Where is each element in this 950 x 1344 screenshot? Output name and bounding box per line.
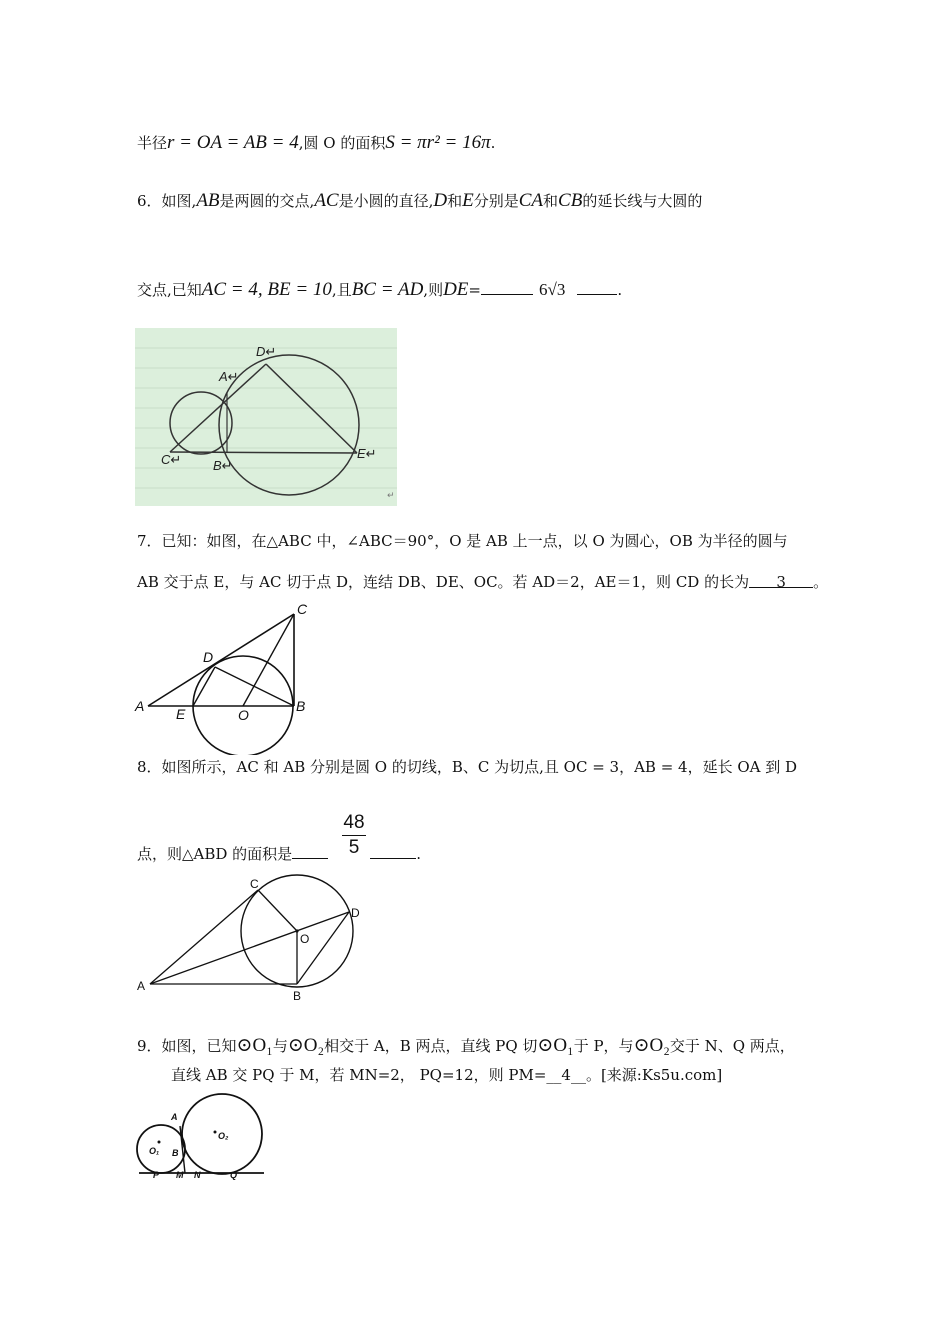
q6-cb: CB [558,190,583,211]
q9-center-o1 [158,1141,161,1144]
q6-line1 [137,190,702,212]
q6-text3: 和 [447,192,463,210]
q8-label-a: A [137,979,146,993]
q7-label-o: O [238,707,249,723]
q6-label-e: E↵ [357,446,377,461]
q9-circle-o1: ⊙O₁ [236,1035,273,1056]
q8-text1: 8．如图所示，AC 和 AB 分别是圆 O 的切线，B、C 为切点,且 OC = 3，AB = 4，延长 OA 到 D [137,758,798,776]
q6-end: . [617,281,623,299]
q6-text9: ,则 [423,281,444,299]
q8-line-oc [258,890,297,931]
q8-blank-left [292,842,328,859]
q9-label-n: N [194,1170,201,1180]
q8-fraction-bar [342,835,366,836]
q6-figure [135,328,397,506]
q6-text5: 和 [543,192,559,210]
q6-ca: CA [518,190,544,211]
q5-mid-text: ,圆 O 的面积 [298,134,386,152]
q6-text7: 交点,已知 [137,281,202,299]
q7-label-b: B [296,698,306,714]
q8-answer-numerator: 48 [343,812,365,833]
q6-text1: 是两圆的交点, [219,192,315,210]
q8-end: . [416,845,421,863]
q6-d: D [433,190,448,211]
q8-center-dot [295,929,298,932]
q6-label-d: D↵ [256,344,277,359]
q9-line1 [137,1035,795,1057]
q8-text2: 点，则△ABD 的面积是 [137,845,293,863]
q5-end: . [490,134,496,152]
q7-label-d: D [203,649,214,665]
q6-de: DE [443,279,469,300]
q9-text5: 交于 N、Q 两点， [669,1037,795,1055]
q6-given1: AC = 4, BE = 10 [201,279,332,300]
q6-ab: AB [196,190,220,211]
q6-blank-right [577,278,617,295]
q7-line2 [137,571,828,593]
q8-label-d: D [351,906,360,920]
q9-text1: 9．如图，已知 [137,1037,237,1055]
q6-blank-left [481,278,533,295]
q9-line2 [171,1064,722,1086]
q7-blank [749,571,813,591]
q8-label-c: C [250,877,259,891]
q6-text6: 的延长线与大圆的 [582,192,703,210]
q9-label-m: M [176,1170,184,1180]
q9-figure [133,1086,268,1182]
q7-end: 。 [813,573,829,591]
q6-label-a: A↵ [219,369,239,384]
q8-line-ad [150,912,349,984]
q7-answer: 3 [776,573,786,591]
q6-given2: BC = AD [351,279,424,300]
q9-text6: 直线 AB 交 PQ 于 M，若 MN=2， PQ=12，则 PM=__4__。[来源:Ks5u.com] [171,1066,723,1084]
q9-label-o2: O₂ [218,1131,229,1141]
q6-answer: 6√3 [538,280,566,299]
q9-text4: 于 P，与 [573,1037,634,1055]
q8-line-bd [297,912,349,984]
q9-label-p: P [153,1170,160,1180]
q8-line2 [137,842,421,865]
q7-text1: 7．已知：如图，在△ABC 中，∠ABC＝90°，O 是 AB 上一点，以 O 为圆心，OB 为半径的圆与 [137,532,788,550]
q6-text4: 分别是 [473,192,519,210]
q9-label-b: B [172,1148,179,1158]
q6-number: 6．如图, [137,192,197,210]
q6-line2 [137,278,622,301]
q9-label-q: Q [230,1170,238,1180]
q9-label-a: A [171,1112,178,1122]
q5-formula-radius: r = OA = AB = 4 [167,132,299,153]
q7-text2: AB 交于点 E，与 AC 切于点 D，连结 DB、DE、OC。若 AD＝2，AE＝1，则 CD 的长为 [137,573,750,591]
q9-text2: 与 [272,1037,288,1055]
q6-eq: = [468,281,481,299]
q6-line-ce [170,452,357,453]
q7-line-oc [243,614,294,706]
q7-line1 [137,530,788,552]
q9-text3: 相交于 A，B 两点，直线 PQ 切 [324,1037,538,1055]
q6-label-c: C↵ [161,452,182,467]
q9-circle-o2: ⊙O₂ [287,1035,325,1056]
q9-label-o1: O₁ [149,1146,160,1156]
q5-formula-area: S = πr² = 16π [385,132,491,153]
q9-circle-o2-b: ⊙O₂ [633,1035,670,1056]
q8-answer-denominator: 5 [348,837,360,858]
q6-ac: AC [314,190,339,211]
q8-figure [135,872,365,1012]
q7-label-a: A [135,698,145,714]
q6-e: E [462,190,474,211]
q5-line [137,132,495,154]
q8-label-b: B [293,989,302,1003]
q7-label-e: E [176,706,186,722]
q8-label-o: O [300,932,310,946]
q6-text8: ,且 [331,281,352,299]
q8-blank-right [370,842,416,859]
q9-circle-o1-b: ⊙O₁ [537,1035,574,1056]
q7-label-c: C [297,601,308,617]
q8-line1 [137,756,797,778]
q6-label-b: B↵ [213,458,233,473]
q8-answer-fraction [340,812,368,859]
q7-figure [130,600,320,755]
q5-prefix: 半径 [137,134,168,152]
q6-text2: 是小圆的直径, [338,192,434,210]
q9-center-o2 [214,1131,217,1134]
q6-return-mark: ↵ [387,490,395,500]
q7-line-ac [148,614,294,706]
